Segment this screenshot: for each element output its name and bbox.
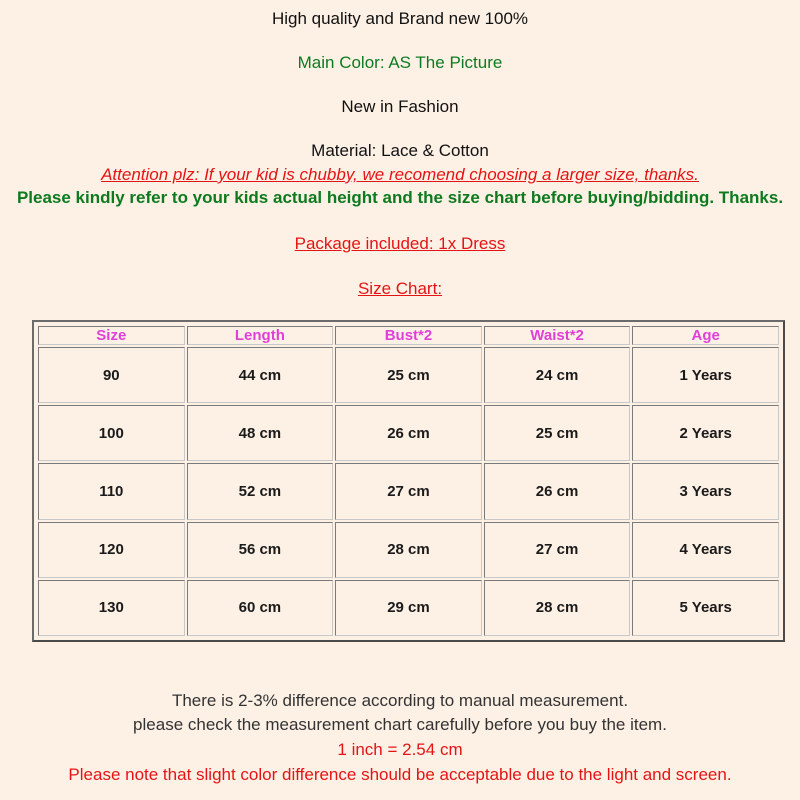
inch-conversion-note: 1 inch = 2.54 cm [337,740,463,759]
package-text: Package included: 1x Dress [294,234,506,253]
table-cell-length: 56 cm [187,522,334,578]
table-cell-age: 3 Years [632,463,779,519]
column-header-bust: Bust*2 [335,326,482,345]
table-cell-length: 48 cm [187,405,334,461]
table-row [38,580,779,636]
main-color-text: Main Color: AS The Picture [297,53,503,72]
table-cell-waist: 24 cm [484,347,631,403]
table-cell-bust: 27 cm [335,463,482,519]
fashion-text: New in Fashion [341,97,459,116]
table-cell-length: 60 cm [187,580,334,636]
measurement-difference-note: There is 2-3% difference according to manual measurement. [171,691,629,710]
size-chart-title: Size Chart: [357,279,443,298]
table-cell-size: 90 [38,347,185,403]
table-cell-waist: 25 cm [484,405,631,461]
table-cell-waist: 26 cm [484,463,631,519]
table-cell-bust: 29 cm [335,580,482,636]
table-cell-size: 110 [38,463,185,519]
table-cell-bust: 25 cm [335,347,482,403]
table-cell-size: 130 [38,580,185,636]
table-cell-age: 4 Years [632,522,779,578]
table-cell-bust: 28 cm [335,522,482,578]
table-cell-size: 100 [38,405,185,461]
table-cell-size: 120 [38,522,185,578]
table-row [38,405,779,461]
column-header-age: Age [632,326,779,345]
table-cell-age: 2 Years [632,405,779,461]
size-table-frame [32,320,785,642]
table-cell-bust: 26 cm [335,405,482,461]
check-chart-note: please check the measurement chart carefully before you buy the item. [133,715,667,734]
color-difference-note: Please note that slight color difference should be acceptable due to the light and screen. [68,765,732,784]
column-header-waist: Waist*2 [484,326,631,345]
refer-text: Please kindly refer to your kids actual height and the size chart before buying/bidding. Thanks. [16,188,784,207]
table-row [38,522,779,578]
size-table [36,324,781,638]
table-cell-waist: 27 cm [484,522,631,578]
quality-text: High quality and Brand new 100% [271,9,529,28]
table-cell-length: 44 cm [187,347,334,403]
table-row [38,463,779,519]
attention-text: Attention plz: If your kid is chubby, we recomend choosing a larger size, thanks. [101,165,699,184]
column-header-length: Length [187,326,334,345]
table-cell-length: 52 cm [187,463,334,519]
material-text: Material: Lace & Cotton [311,141,489,160]
table-cell-waist: 28 cm [484,580,631,636]
table-cell-age: 1 Years [632,347,779,403]
column-header-size: Size [38,326,185,345]
table-row [38,347,779,403]
table-cell-age: 5 Years [632,580,779,636]
table-header-row [38,326,779,345]
